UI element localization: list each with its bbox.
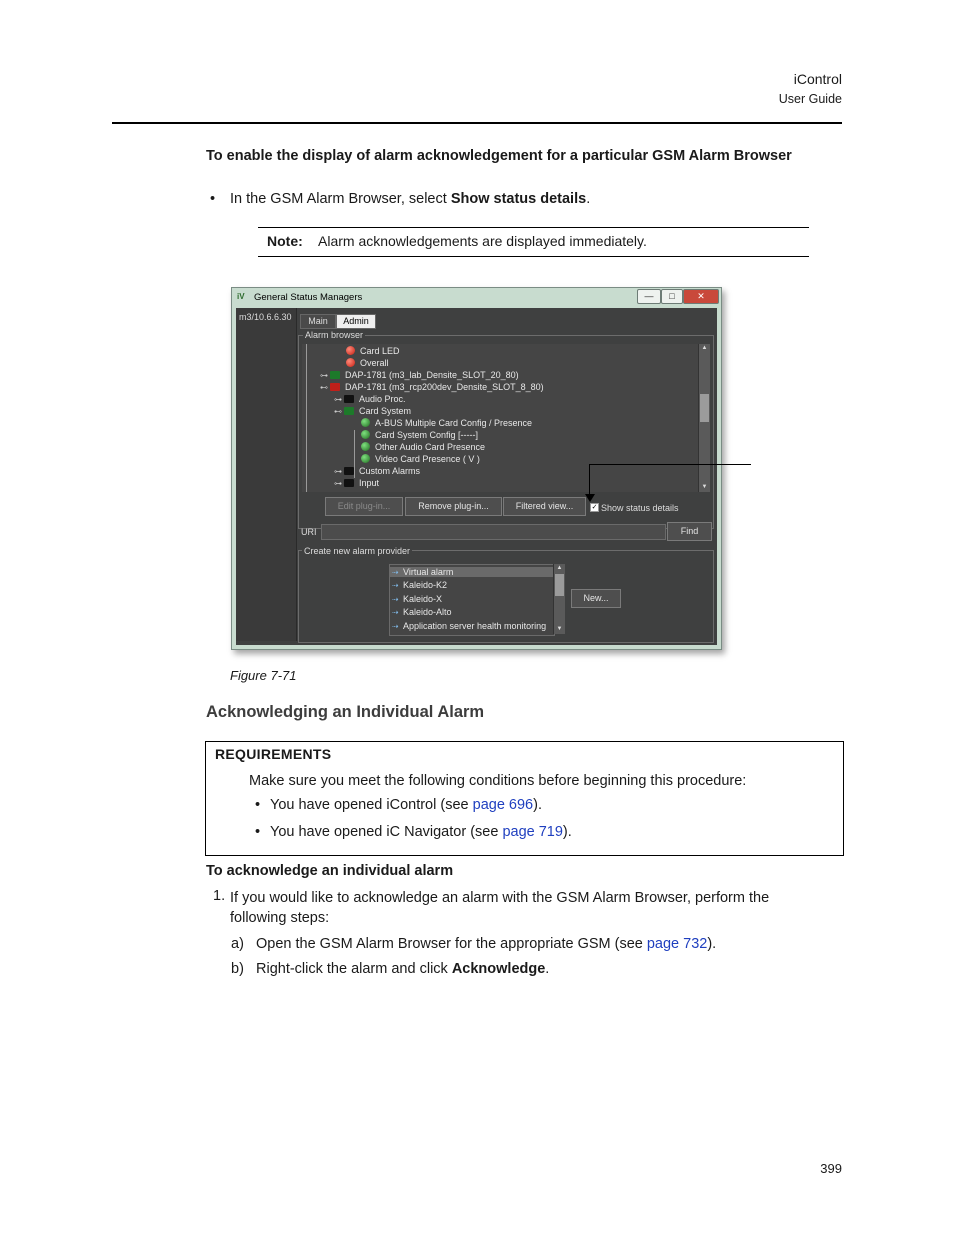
bullet-prefix: In the GSM Alarm Browser, select bbox=[230, 191, 451, 207]
scroll-thumb[interactable] bbox=[555, 574, 564, 596]
expand-icon[interactable]: ⊶ bbox=[334, 467, 342, 476]
callout-line bbox=[589, 464, 590, 498]
green-led-icon bbox=[361, 418, 370, 427]
tree-item-label: A-BUS Multiple Card Config / Presence bbox=[375, 418, 533, 428]
figure-caption: Figure 7-71 bbox=[230, 668, 297, 683]
tab-admin[interactable]: Admin bbox=[336, 314, 376, 329]
show-status-details-checkbox[interactable]: ✓ bbox=[591, 504, 598, 511]
provider-label: Kaleido-K2 bbox=[403, 580, 448, 590]
page-link[interactable]: page 732 bbox=[646, 936, 708, 952]
requirement-item bbox=[255, 797, 542, 813]
list-item[interactable] bbox=[390, 567, 554, 577]
substep-suffix: ). bbox=[707, 936, 717, 952]
red-led-icon bbox=[346, 346, 355, 355]
red-folder-icon bbox=[330, 383, 340, 391]
tree-item-label: Video Card Presence ( V ) bbox=[375, 454, 480, 464]
scroll-up-icon[interactable]: ▲ bbox=[701, 345, 708, 351]
tree-guide-line bbox=[306, 344, 307, 492]
tree-item[interactable] bbox=[334, 478, 379, 488]
green-led-icon bbox=[361, 454, 370, 463]
step-number: 1. bbox=[213, 888, 226, 904]
substep-bold: Acknowledge bbox=[451, 961, 546, 977]
substep-letter: b) bbox=[231, 961, 244, 977]
tree-item-label: Card LED bbox=[360, 346, 400, 356]
tree-item-label: Input bbox=[359, 478, 380, 488]
requirement-suffix: ). bbox=[533, 797, 542, 813]
expand-icon[interactable]: ⊶ bbox=[334, 395, 342, 404]
list-item[interactable] bbox=[392, 607, 452, 617]
plugin-icon: ⇢ bbox=[392, 595, 399, 604]
step-text: If you would like to acknowledge an alarm with the GSM Alarm Browser, perform the following steps: bbox=[230, 890, 770, 926]
window-title: General Status Managers bbox=[254, 292, 363, 303]
show-status-details-label: Show status details bbox=[601, 503, 679, 513]
header-title: iControl bbox=[793, 71, 842, 87]
black-folder-icon bbox=[344, 479, 354, 487]
requirements-box bbox=[205, 741, 844, 856]
plugin-icon: ⇢ bbox=[392, 608, 399, 617]
note-text: Alarm acknowledgements are displayed immediately. bbox=[318, 233, 647, 249]
page-number: 399 bbox=[820, 1161, 842, 1176]
provider-label: Kaleido-X bbox=[403, 594, 443, 604]
alarm-tree[interactable] bbox=[302, 344, 699, 492]
green-led-icon bbox=[361, 442, 370, 451]
black-folder-icon bbox=[344, 395, 354, 403]
provider-scrollbar[interactable] bbox=[553, 564, 565, 634]
close-icon[interactable]: ✕ bbox=[683, 289, 719, 304]
bullet-suffix: . bbox=[586, 191, 591, 207]
tree-item[interactable] bbox=[334, 394, 406, 404]
find-button[interactable]: Find bbox=[667, 522, 712, 541]
green-led-icon bbox=[361, 430, 370, 439]
left-path: m3/10.6.6.30 bbox=[239, 312, 292, 322]
remove-plugin-button[interactable]: Remove plug-in... bbox=[405, 497, 502, 516]
substep-a bbox=[231, 936, 716, 952]
maximize-icon[interactable]: □ bbox=[661, 289, 683, 304]
plugin-icon: ⇢ bbox=[392, 568, 399, 577]
edit-plugin-button[interactable]: Edit plug-in... bbox=[325, 497, 403, 516]
scroll-up-icon[interactable]: ▲ bbox=[556, 565, 563, 571]
requirements-heading: REQUIREMENTS bbox=[215, 746, 332, 762]
tree-item[interactable] bbox=[334, 466, 420, 476]
collapse-icon[interactable]: ⊷ bbox=[320, 383, 328, 392]
scroll-thumb[interactable] bbox=[700, 394, 709, 422]
tree-item[interactable] bbox=[334, 406, 411, 416]
scroll-down-icon[interactable]: ▼ bbox=[701, 484, 708, 490]
tree-item[interactable] bbox=[361, 454, 480, 464]
tree-item-label: Card System bbox=[359, 406, 412, 416]
tree-item[interactable] bbox=[346, 358, 389, 368]
requirements-intro: Make sure you meet the following conditions before beginning this procedure: bbox=[249, 773, 747, 789]
bullet-dot: • bbox=[255, 824, 261, 840]
requirement-text: You have opened iControl (see bbox=[270, 797, 473, 813]
minimize-icon[interactable]: — bbox=[637, 289, 661, 304]
create-provider-label: Create new alarm provider bbox=[304, 546, 411, 556]
filtered-view-button[interactable]: Filtered view... bbox=[503, 497, 586, 516]
requirement-text: You have opened iC Navigator (see bbox=[270, 824, 503, 840]
list-item[interactable] bbox=[392, 621, 546, 631]
procedure-bullet bbox=[210, 191, 590, 207]
callout-arrow-icon bbox=[585, 494, 595, 502]
tree-scrollbar[interactable] bbox=[698, 344, 710, 492]
tree-item-label: DAP-1781 (m3_lab_Densite_SLOT_20_80) bbox=[345, 370, 519, 380]
provider-label: Kaleido-Alto bbox=[403, 607, 452, 617]
tree-item-label: Audio Proc. bbox=[359, 394, 406, 404]
provider-label: Virtual alarm bbox=[403, 567, 454, 577]
provider-label: Application server health monitoring bbox=[403, 621, 547, 631]
gsm-window-screenshot bbox=[231, 287, 722, 650]
requirement-suffix: ). bbox=[562, 824, 572, 840]
green-folder-icon bbox=[330, 371, 340, 379]
substep-letter: a) bbox=[231, 936, 244, 952]
requirement-item bbox=[255, 824, 572, 840]
green-folder-icon bbox=[344, 407, 354, 415]
tree-item[interactable] bbox=[361, 430, 478, 440]
tree-item[interactable] bbox=[361, 418, 532, 428]
tree-item-label: Overall bbox=[360, 358, 389, 368]
plugin-icon: ⇢ bbox=[392, 581, 399, 590]
provider-list[interactable] bbox=[389, 564, 555, 636]
tree-item-label: Other Audio Card Presence bbox=[375, 442, 486, 452]
tree-item[interactable] bbox=[346, 346, 400, 356]
callout-line bbox=[590, 464, 751, 465]
note-label: Note: bbox=[267, 233, 303, 249]
header-subtitle: User Guide bbox=[778, 92, 842, 106]
tree-item-label: Card System Config [-----] bbox=[375, 430, 479, 440]
substep-text: Open the GSM Alarm Browser for the appropriate GSM (see bbox=[256, 936, 647, 952]
list-item[interactable] bbox=[392, 594, 442, 604]
page-link[interactable]: page 719 bbox=[502, 824, 563, 840]
new-provider-button[interactable]: New... bbox=[571, 589, 621, 608]
tab-main[interactable]: Main bbox=[300, 314, 336, 329]
substep-text: Right-click the alarm and click bbox=[256, 961, 452, 977]
app-logo-icon: iV bbox=[237, 292, 245, 301]
alarm-browser-label: Alarm browser bbox=[305, 330, 364, 340]
tree-item[interactable] bbox=[320, 382, 544, 392]
bullet-bold: Show status details bbox=[450, 191, 587, 207]
tree-item[interactable] bbox=[361, 442, 485, 452]
expand-icon[interactable]: ⊶ bbox=[334, 479, 342, 488]
collapse-icon[interactable]: ⊷ bbox=[334, 407, 342, 416]
note-box bbox=[258, 227, 809, 257]
page-link[interactable]: page 696 bbox=[472, 797, 534, 813]
red-led-icon bbox=[346, 358, 355, 367]
list-item[interactable] bbox=[392, 580, 447, 590]
substep-b bbox=[231, 961, 549, 977]
expand-icon[interactable]: ⊶ bbox=[320, 371, 328, 380]
tree-item-label: DAP-1781 (m3_rcp200dev_Densite_SLOT_8_80) bbox=[345, 382, 544, 392]
scroll-down-icon[interactable]: ▼ bbox=[556, 626, 563, 632]
substep-suffix: . bbox=[545, 961, 550, 977]
tree-item[interactable] bbox=[320, 370, 519, 380]
window-body bbox=[236, 308, 717, 645]
uri-label: URI bbox=[301, 527, 317, 537]
uri-input[interactable] bbox=[321, 524, 666, 540]
left-pane bbox=[236, 308, 297, 641]
plugin-icon: ⇢ bbox=[392, 622, 399, 631]
window-titlebar bbox=[232, 288, 721, 306]
bullet-dot: • bbox=[210, 191, 216, 207]
header-rule bbox=[112, 122, 842, 124]
section-heading: Acknowledging an Individual Alarm bbox=[206, 703, 485, 721]
tree-item-label: Custom Alarms bbox=[359, 466, 421, 476]
black-folder-icon bbox=[344, 467, 354, 475]
procedure2-title: To acknowledge an individual alarm bbox=[206, 863, 454, 879]
procedure-title: To enable the display of alarm acknowledgement for a particular GSM Alarm Browser bbox=[206, 148, 792, 164]
bullet-dot: • bbox=[255, 797, 261, 813]
